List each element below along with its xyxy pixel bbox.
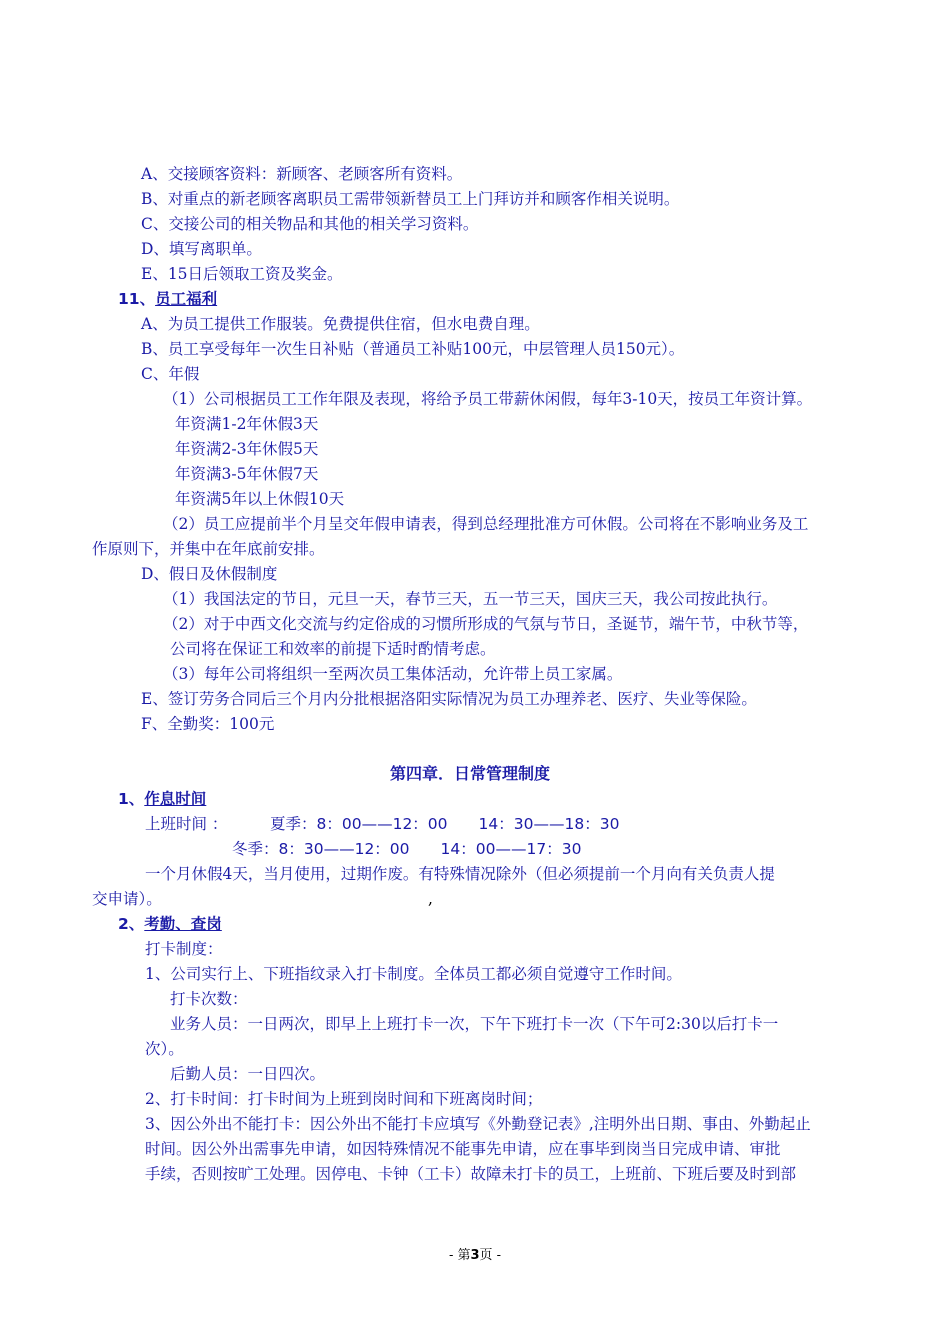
- holiday-rule-3: （3）每年公司将组织一至两次员工集体活动，允许带上员工家属。: [163, 665, 623, 683]
- page-number: 3: [470, 1248, 480, 1263]
- punch-system-title: 打卡制度：: [145, 940, 223, 958]
- punch-rule-3-line2: 时间。因公外出需事先申请，如因特殊情况不能事先申请，应在事毕到岗当日完成申请、审批: [145, 1140, 781, 1158]
- section-1-number: 1、: [118, 790, 145, 808]
- section-2-heading: [118, 912, 222, 936]
- holiday-rule-2-line2: 公司将在保证工和效率的前提下适时酌情考虑。: [170, 640, 496, 658]
- punch-rule-1: 1、公司实行上、下班指纹录入打卡制度。全体员工都必须自觉遵守工作时间。: [145, 965, 682, 983]
- punch-count-title: 打卡次数：: [170, 990, 248, 1008]
- stray-comma: ,: [428, 890, 433, 908]
- annual-leave-rule-1: （1）公司根据员工工作年限及表现，将给予员工带薪休闲假，每年3-10天，按员工年资计算。: [163, 390, 813, 408]
- benefit-e-insurance: E、签订劳务合同后三个月内分批根据洛阳实际情况为员工办理养老、医疗、失业等保险。: [141, 690, 757, 708]
- handover-item-a: A、交接顾客资料：新顾客、老顾客所有资料。: [141, 165, 463, 183]
- chapter-4-title: 第四章．日常管理制度: [390, 764, 551, 783]
- annual-leave-tier-3: 年资满3-5年休假7天: [175, 465, 319, 483]
- footer-prefix: - 第: [448, 1248, 471, 1263]
- benefit-a: A、为员工提供工作服装。免费提供住宿，但水电费自理。: [141, 315, 540, 333]
- annual-leave-tier-1: 年资满1-2年休假3天: [175, 415, 319, 433]
- annual-leave-tier-2: 年资满2-3年休假5天: [175, 440, 319, 458]
- section-2-number: 2、: [118, 915, 145, 933]
- punch-rule-3-line3: 手续，否则按旷工处理。因停电、卡钟（工卡）故障未打卡的员工，上班前、下班后要及时到部: [145, 1165, 797, 1183]
- section-11-title: 员工福利: [155, 289, 218, 308]
- winter-hours: 冬季：8：30——12：00 14：00——17：30: [232, 840, 582, 858]
- benefit-d-holidays: D、假日及休假制度: [141, 565, 278, 583]
- section-11-heading: [118, 287, 217, 311]
- holiday-rule-1: （1）我国法定的节日，元旦一天，春节三天，五一节三天，国庆三天，我公司按此执行。: [163, 590, 778, 608]
- monthly-leave-line1: 一个月休假4天，当月使用，过期作废。有特殊情况除外（但必须提前一个月向有关负责人提: [145, 865, 775, 883]
- punch-rule-3-line1: 3、因公外出不能打卡：因公外出不能打卡应填写《外勤登记表》,注明外出日期、事由、外勤起止: [145, 1115, 811, 1133]
- handover-item-d: D、填写离职单。: [141, 240, 262, 258]
- benefit-c-annual-leave: C、年假: [141, 365, 200, 383]
- handover-item-c: C、交接公司的相关物品和其他的相关学习资料。: [141, 215, 479, 233]
- punch-rule-2: 2、打卡时间：打卡时间为上班到岗时间和下班离岗时间；: [145, 1090, 543, 1108]
- work-hours-label: 上班时间 ：: [145, 815, 228, 833]
- section-11-number: 11、: [118, 290, 156, 308]
- footer-suffix: 页 -: [479, 1248, 502, 1263]
- annual-leave-rule-2-line1: （2）员工应提前半个月呈交年假申请表，得到总经理批准方可休假。公司将在不影响业务及工: [163, 515, 809, 533]
- benefit-f-attendance-bonus: F、全勤奖：100元: [141, 715, 275, 733]
- handover-item-e: E、15日后领取工资及奖金。: [141, 265, 343, 283]
- summer-hours: 夏季：8：00——12：00 14：30——18：30: [270, 815, 620, 833]
- section-2-title: 考勤、查岗: [144, 914, 222, 933]
- annual-leave-tier-4: 年资满5年以上休假10天: [175, 490, 345, 508]
- monthly-leave-line2: 交申请）。: [92, 890, 162, 908]
- benefit-b: B、员工享受每年一次生日补贴（普通员工补贴100元，中层管理人员150元）。: [141, 340, 685, 358]
- section-1-heading: [118, 787, 206, 811]
- logistics-staff: 后勤人员：一日四次。: [170, 1065, 326, 1083]
- business-staff-line1: 业务人员：一日两次，即早上上班打卡一次，下午下班打卡一次（下午可2:30以后打卡一: [170, 1015, 779, 1033]
- page-footer: [0, 1244, 950, 1263]
- holiday-rule-2-line1: （2）对于中西文化交流与约定俗成的习惯所形成的气氛与节日，圣诞节，端午节，中秋节等，: [163, 615, 809, 633]
- section-1-title: 作息时间: [144, 789, 207, 808]
- handover-item-b: B、对重点的新老顾客离职员工需带领新替员工上门拜访并和顾客作相关说明。: [141, 190, 680, 208]
- business-staff-line2: 次）。: [145, 1040, 184, 1058]
- annual-leave-rule-2-line2: 作原则下，并集中在年底前安排。: [92, 540, 325, 558]
